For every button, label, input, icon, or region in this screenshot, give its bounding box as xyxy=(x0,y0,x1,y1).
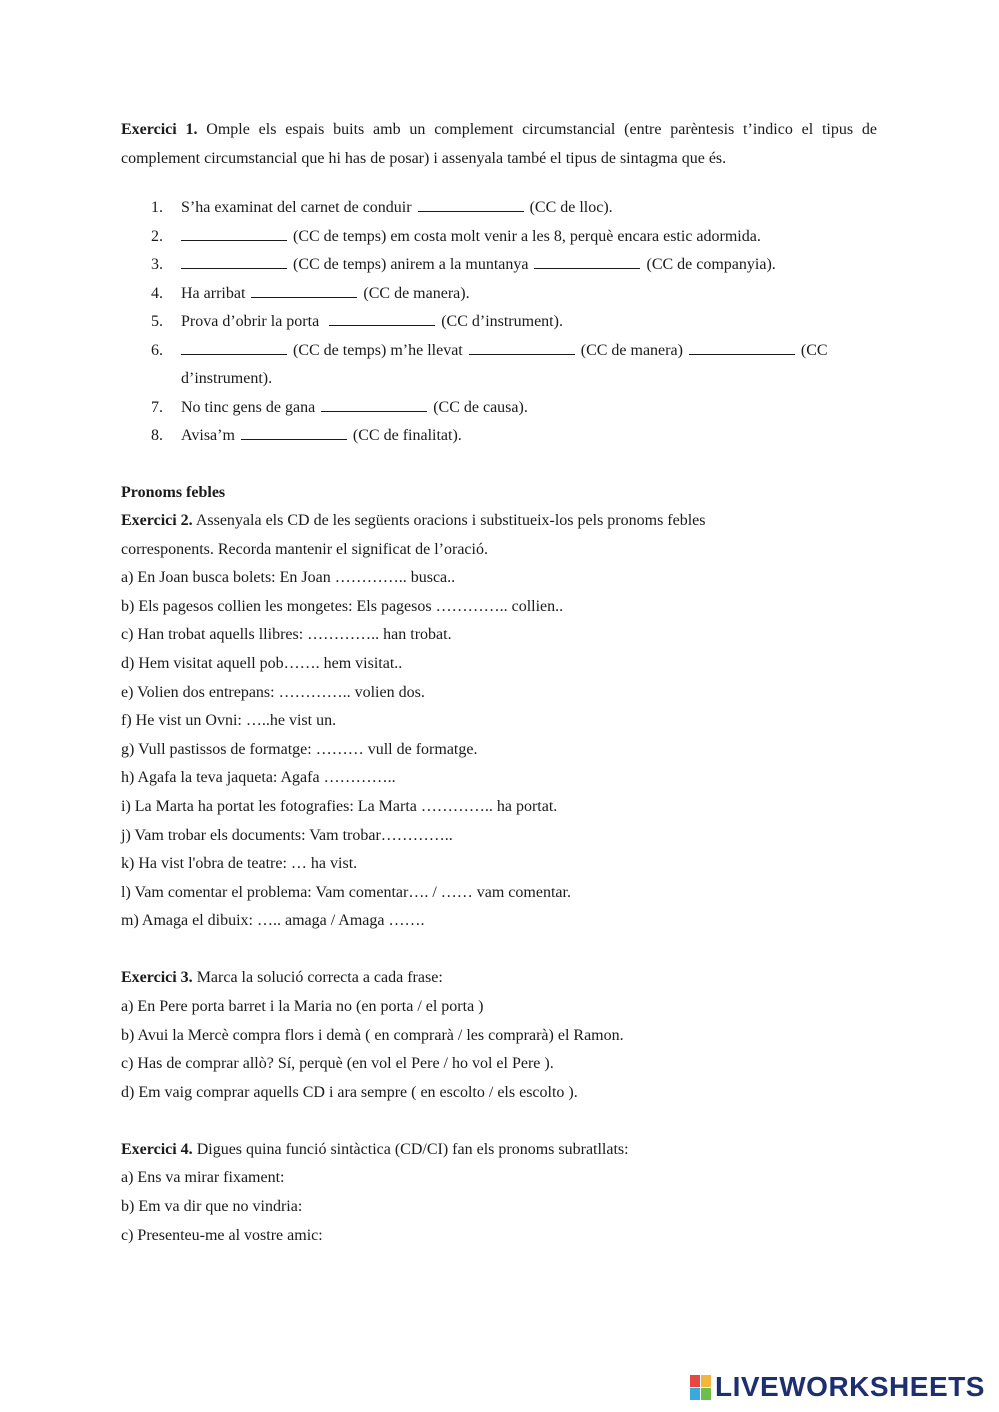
exercise2-line: d) Hem visitat aquell pob……. hem visitat.. xyxy=(121,654,403,672)
answer-blank[interactable] xyxy=(181,338,287,355)
list-item: 3. (CC de temps) anirem a la muntanya (CC de companyia). xyxy=(121,251,877,280)
exercise4-label: Exercici 4. xyxy=(121,1140,193,1158)
exercise1-label: Exercici 1. xyxy=(121,121,198,138)
exercise2-line: e) Volien dos entrepans: ………….. volien dos. xyxy=(121,683,425,701)
answer-blank[interactable] xyxy=(418,195,524,212)
exercise2-line: k) Ha vist l'obra de teatre: … ha vist. xyxy=(121,855,358,873)
exercise3-line: d) Em vaig comprar aquells CD i ara sempre ( en escolto / els escolto ). xyxy=(121,1083,578,1101)
answer-blank[interactable] xyxy=(251,281,357,298)
exercise4-instruction: Exercici 4. Digues quina funció sintàctica (CD/CI) fan els pronoms subratllats: xyxy=(121,1140,629,1158)
list-item: 1. S’ha examinat del carnet de conduir (CC de lloc). xyxy=(121,194,877,223)
exercise3-label: Exercici 3. xyxy=(121,969,193,987)
exercise4-line: c) Presenteu-me al vostre amic: xyxy=(121,1226,323,1244)
exercise2-line: g) Vull pastissos de formatge: ……… vull de formatge. xyxy=(121,740,478,758)
list-item: 2. (CC de temps) em costa molt venir a les 8, perquè encara estic adormida. xyxy=(121,223,877,252)
exercise2-label: Exercici 2. xyxy=(121,512,193,529)
exercise2-line: f) He vist un Ovni: …..he vist un. xyxy=(121,712,337,730)
exercise2-line: c) Han trobat aquells llibres: ………….. han trobat. xyxy=(121,626,452,644)
exercise2-line: l) Vam comentar el problema: Vam comentar…. / …… vam comentar. xyxy=(121,883,571,901)
exercise4-line: a) Ens va mirar fixament: xyxy=(121,1169,285,1187)
exercise2-line: j) Vam trobar els documents: Vam trobar………….. xyxy=(121,826,453,844)
list-item: 4. Ha arribat (CC de manera). xyxy=(121,280,877,309)
logo-text: LIVEWORKSHEETS xyxy=(715,1371,985,1402)
answer-blank[interactable] xyxy=(241,423,347,440)
logo-block xyxy=(701,1388,711,1400)
section-title: Pronoms febles xyxy=(121,483,226,501)
list-item: 6. (CC de temps) m’he llevat (CC de manera) (CC d’instrument). xyxy=(121,337,877,394)
answer-blank[interactable] xyxy=(181,252,287,269)
answer-blank[interactable] xyxy=(329,309,435,326)
list-item: 8. Avisa’m (CC de finalitat). xyxy=(121,422,877,451)
logo-icon xyxy=(690,1375,711,1400)
exercise3-line: a) En Pere porta barret i la Maria no (en porta / el porta ) xyxy=(121,998,484,1015)
list-item: 7. No tinc gens de gana (CC de causa). xyxy=(121,394,877,423)
exercise2-line: b) Els pagesos collien les mongetes: Els pagesos ………….. collien.. xyxy=(121,597,564,615)
exercise2-line: m) Amaga el dibuix: ….. amaga / Amaga ……. xyxy=(121,912,425,930)
logo-block xyxy=(701,1375,711,1387)
exercise2-line: h) Agafa la teva jaqueta: Agafa ………….. xyxy=(121,769,396,787)
exercise2-line: a) En Joan busca bolets: En Joan ………….. busca.. xyxy=(121,569,456,587)
exercise4-line: b) Em va dir que no vindria: xyxy=(121,1198,303,1216)
exercise2-line: i) La Marta ha portat les fotografies: La Marta ………….. ha portat. xyxy=(121,797,558,815)
exercise1-instruction: Exercici 1. Omple els espais buits amb un complement circumstancial (entre parèntesis t’indico el tipus de complement circumstancial que hi has de posar) i assenyala també el tipus de sintagma que és. xyxy=(121,121,877,167)
list-item: 5. Prova d’obrir la porta (CC d’instrument). xyxy=(121,308,877,337)
answer-blank[interactable] xyxy=(181,224,287,241)
exercise3-line: b) Avui la Mercè compra flors i demà ( en comprarà / les comprarà) el Ramon. xyxy=(121,1026,624,1044)
logo-block xyxy=(690,1388,700,1400)
exercise3-line: c) Has de comprar allò? Sí, perquè (en vol el Pere / ho vol el Pere ). xyxy=(121,1055,554,1073)
worksheet: Exercici 1. Omple els espais buits amb un complement circumstancial (entre parèntesis t’indico el tipus de complement circumstancial que hi has de posar) i assenyala també el tipus de sintagma que és. 1. S’ha examinat del carnet de conduir (CC de lloc). 2. (CC de temps) em costa molt venir a les 8, perquè encara estic adormida. 3. (CC de temps) anirem a la muntanya (CC de companyia). 4. Ha arribat (CC de manera). 5. Prova d’obrir la porta (CC d’instrument). 6. (CC de temps) m’he llevat (CC de manera) (CC d’instrument). 7. No tinc gens de gana (CC de causa). 8. Avisa’m (CC de finalitat). Pronoms febles Exercici 2. Assenyala els CD de les següents oracions i substitueix-los pels pronoms febles corresponents. Recorda mantenir el significat de l’oració. a) En Joan busca bolets: En Joan ………….. busca.. b) Els pagesos collien les mongetes: Els pagesos ………….. collien.. c) Han trobat aquells llibres: ………….. han trobat. d) Hem visitat aquell pob……. hem visitat.. e) Volien dos entrepans: ………….. volien dos. f) He vist un Ovni: …..he vist un. g) Vull pastissos de formatge: ……… vull de formatge. h) Agafa la teva jaqueta: Agafa ………….. i) La Marta ha portat les fotografies: La Marta ………….. ha portat. j) Vam trobar els documents: Vam trobar………….. k) Ha vist l'obra de teatre: … ha vist. l) Vam comentar el problema: Vam comentar…. / …… vam comentar. m) Amaga el dibuix: ….. amaga / Amaga ……. Exercici 3. Marca la solució correcta a cada frase: a) En Pere porta barret i la Maria no (en porta / el porta ) b) Avui la Mercè compra flors i demà ( en comprarà / les comprarà) el Ramon. c) Has de comprar allò? Sí, perquè (en vol el Pere / ho vol el Pere ). d) Em vaig comprar aquells CD i ara sempre ( en escolto / els escolto ). Exercici 4. Digues quina funció sintàctica (CD/CI) fan els pronoms subratllats: a) Ens va mirar fixament: b) Em va dir que no vindria: c) Presenteu-me al vostre amic: xyxy=(121,115,877,1250)
answer-blank[interactable] xyxy=(534,252,640,269)
answer-blank[interactable] xyxy=(469,338,575,355)
exercise1-list xyxy=(121,194,877,451)
answer-blank[interactable] xyxy=(689,338,795,355)
liveworksheets-logo xyxy=(690,1372,985,1402)
exercise3-instruction: Exercici 3. Marca la solució correcta a cada frase: xyxy=(121,969,443,987)
logo-block xyxy=(690,1375,700,1387)
answer-blank[interactable] xyxy=(321,395,427,412)
exercise2-instruction: Exercici 2. Assenyala els CD de les següents oracions i substitueix-los pels pronoms febles xyxy=(121,512,706,529)
